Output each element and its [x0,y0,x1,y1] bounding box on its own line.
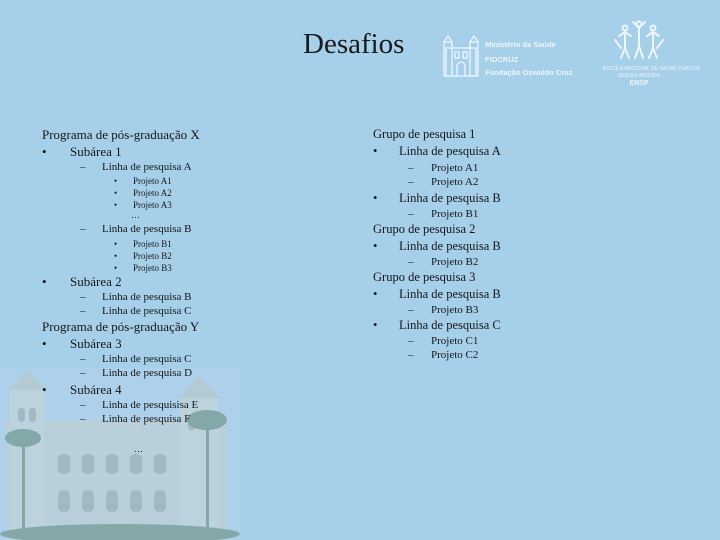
bullet-marker: • [114,188,118,198]
bullet-marker: • [373,144,378,158]
dash-marker: – [408,349,414,361]
dash-marker: – [80,413,86,425]
dash-marker: – [80,291,86,303]
research-line-item: Linha de pesquisa C [102,305,192,317]
subarea-item: Subárea 2 [70,274,122,289]
research-line-item: Linha de pesquisa D [102,367,193,379]
program-heading: Programa de pós-graduação Y [42,319,200,334]
bullet-marker: • [42,144,47,159]
project-item: Projeto A2 [431,176,479,188]
bullet-marker: • [373,191,378,205]
bullet-marker: • [114,200,118,210]
castle-icon [443,34,479,78]
project-item: Projeto A1 [133,176,172,186]
dash-marker: – [408,162,414,174]
dash-marker: – [80,223,86,235]
research-line-item: Linha de pesquisisa E [102,399,199,411]
project-item: Projeto A2 [133,188,172,198]
people-figures-icon [603,18,675,62]
project-item: Projeto B3 [431,304,479,316]
research-line-item: Linha de pesquisa B [102,223,192,235]
research-group-heading: Grupo de pesquisa 3 [373,270,476,284]
fiocruz-logo [443,34,593,82]
project-item: Projeto C1 [431,335,479,347]
research-line-item: Linha de pesquisa B [399,191,501,205]
ellipsis: … [134,444,143,454]
bullet-marker: • [373,318,378,332]
bullet-marker: • [42,274,47,289]
project-item: Projeto B1 [133,239,172,249]
bullet-marker: • [42,336,47,351]
research-line-item: Linha de pesquisa A [102,161,192,173]
bullet-marker: • [373,287,378,301]
bullet-marker: • [42,382,47,397]
research-line-item: Linha de pesquisa B [399,287,501,301]
logo-line-fundacao: Fundação Oswaldo Cruz [485,68,573,77]
dash-marker: – [408,335,414,347]
dash-marker: – [80,305,86,317]
project-item: Projeto B2 [133,251,172,261]
logo-line-ministerio: Ministério da Saúde [485,40,556,49]
subarea-item: Subárea 3 [70,336,122,351]
ensp-logo [603,18,700,90]
bullet-marker: • [114,251,118,261]
dash-marker: – [80,353,86,365]
subarea-item: Subárea 1 [70,144,122,159]
project-item: Projeto A1 [431,162,479,174]
logo-line-escola: ESCOLA NACIONAL DE SAÚDE PÚBLICA [603,66,700,72]
research-line-item: Linha de pesquisa C [102,353,192,365]
ellipsis: … [131,210,140,220]
logo-line-fiocruz: FIOCRUZ [485,55,519,64]
dash-marker: – [408,304,414,316]
subarea-item: Subárea 4 [70,382,122,397]
bullet-marker: • [114,263,118,273]
project-item: Projeto B1 [431,208,479,220]
dash-marker: – [80,367,86,379]
project-item: Projeto B3 [133,263,172,273]
project-item: Projeto C2 [431,349,479,361]
dash-marker: – [80,399,86,411]
research-line-item: Linha de pesquisa B [399,239,501,253]
research-group-heading: Grupo de pesquisa 1 [373,127,476,141]
bullet-marker: • [114,239,118,249]
research-line-item: Linha de pesquisa B [102,291,192,303]
dash-marker: – [408,208,414,220]
project-item: Projeto B2 [431,256,479,268]
logo-line-arouca: SERGIO AROUCA [618,73,660,79]
research-line-item: Linha de pesquisa C [399,318,501,332]
slide-title: Desafios [303,28,405,60]
research-line-item: Linha de pesquisa A [399,144,501,158]
bullet-marker: • [373,239,378,253]
program-heading: Programa de pós-graduação X [42,127,200,142]
dash-marker: – [408,256,414,268]
logo-line-ensp: ENSP [629,80,649,87]
dash-marker: – [408,176,414,188]
research-group-heading: Grupo de pesquisa 2 [373,222,476,236]
project-item: Projeto A3 [133,200,172,210]
bullet-marker: • [114,176,118,186]
research-line-item: Linha de pesquisa F [102,413,191,425]
dash-marker: – [80,161,86,173]
